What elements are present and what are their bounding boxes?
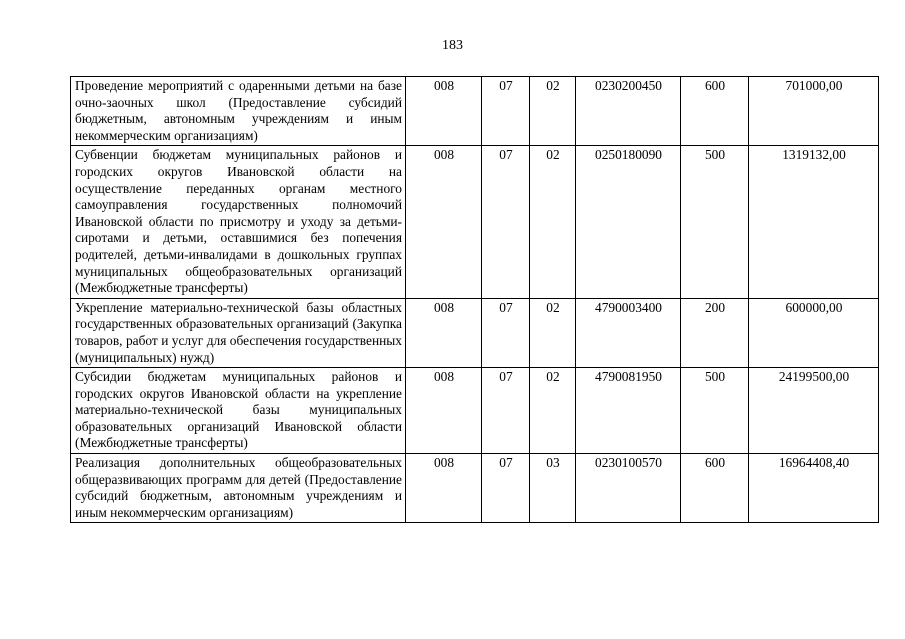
section-code: 07 bbox=[482, 298, 530, 367]
amount-value: 16964408,40 bbox=[749, 454, 879, 523]
subsection-code: 03 bbox=[530, 454, 576, 523]
ministry-code: 008 bbox=[406, 298, 482, 367]
ministry-code: 008 bbox=[406, 368, 482, 454]
amount-value: 600000,00 bbox=[749, 298, 879, 367]
page-number: 183 bbox=[442, 38, 463, 53]
section-code: 07 bbox=[482, 146, 530, 298]
target-article-code: 0230200450 bbox=[576, 77, 681, 146]
subsection-code: 02 bbox=[530, 368, 576, 454]
section-code: 07 bbox=[482, 77, 530, 146]
target-article-code: 4790003400 bbox=[576, 298, 681, 367]
row-description: Укрепление материально-технической базы областных государственных образовательных организаций (Закупка товаров, работ и услуг для обеспечения государственных (муниципальных) нужд) bbox=[71, 298, 406, 367]
amount-value: 24199500,00 bbox=[749, 368, 879, 454]
ministry-code: 008 bbox=[406, 146, 482, 298]
expense-type-code: 600 bbox=[681, 77, 749, 146]
ministry-code: 008 bbox=[406, 454, 482, 523]
row-description: Проведение мероприятий с одаренными детьми на базе очно-заочных школ (Предоставление субсидий бюджетным, автономным учреждениям и иным некоммерческим организациям) bbox=[71, 77, 406, 146]
ministry-code: 008 bbox=[406, 77, 482, 146]
subsection-code: 02 bbox=[530, 146, 576, 298]
table-row bbox=[71, 146, 879, 298]
section-code: 07 bbox=[482, 368, 530, 454]
expense-type-code: 500 bbox=[681, 146, 749, 298]
row-description: Субсидии бюджетам муниципальных районов и городских округов Ивановской области на укрепление материально-технической базы муниципальных образовательных организаций Ивановской области (Межбюджетные трансферты) bbox=[71, 368, 406, 454]
table-row bbox=[71, 298, 879, 367]
target-article-code: 0230100570 bbox=[576, 454, 681, 523]
expense-type-code: 200 bbox=[681, 298, 749, 367]
target-article-code: 4790081950 bbox=[576, 368, 681, 454]
row-description: Субвенции бюджетам муниципальных районов и городских округов Ивановской области на осуществление переданных органам местного самоуправления государственных полномочий Ивановской области по присмотру и уходу за детьми-сиротами и детьми, оставшимися без попечения родителей, детьми-инвалидами в дошкольных группах муниципальных общеобразовательных организаций (Межбюджетные трансферты) bbox=[71, 146, 406, 298]
row-description: Реализация дополнительных общеобразовательных общеразвивающих программ для детей (Предоставление субсидий бюджетным, автономным учреждениям и иным некоммерческим организациям) bbox=[71, 454, 406, 523]
section-code: 07 bbox=[482, 454, 530, 523]
expense-type-code: 500 bbox=[681, 368, 749, 454]
budget-table bbox=[70, 76, 879, 523]
subsection-code: 02 bbox=[530, 77, 576, 146]
table-row bbox=[71, 454, 879, 523]
amount-value: 1319132,00 bbox=[749, 146, 879, 298]
table-row bbox=[71, 77, 879, 146]
target-article-code: 0250180090 bbox=[576, 146, 681, 298]
expense-type-code: 600 bbox=[681, 454, 749, 523]
budget-table-body bbox=[71, 77, 879, 523]
amount-value: 701000,00 bbox=[749, 77, 879, 146]
table-row bbox=[71, 368, 879, 454]
subsection-code: 02 bbox=[530, 298, 576, 367]
